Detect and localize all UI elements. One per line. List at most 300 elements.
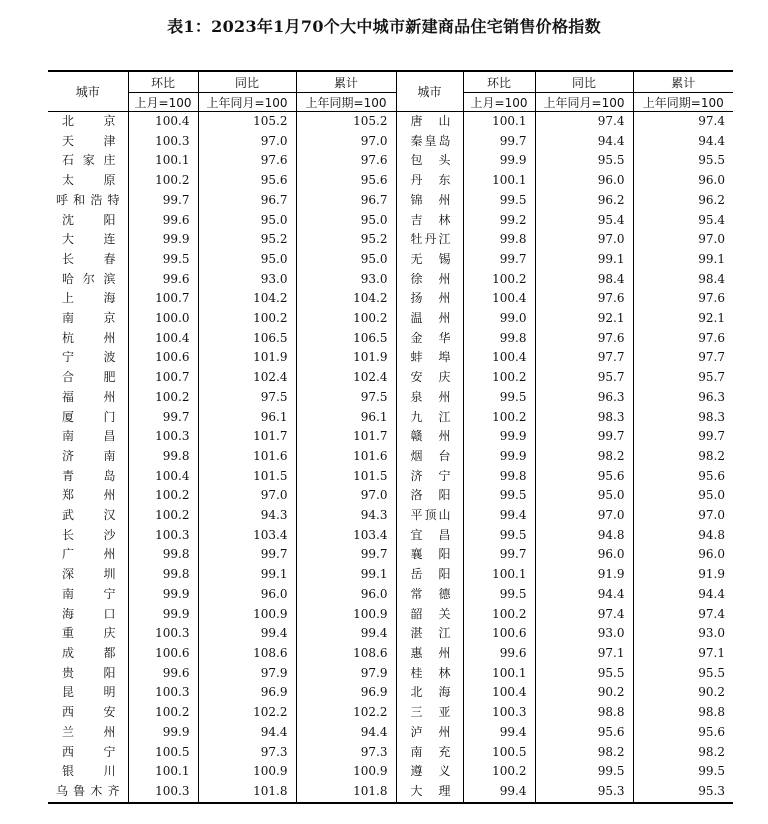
right-yoy-cell: 94.8 <box>535 526 633 546</box>
left-yoy-cell: 103.4 <box>198 526 296 546</box>
right-cum-cell: 93.0 <box>633 624 733 644</box>
left-city-cell: 长沙 <box>62 527 116 542</box>
right-mom-cell: 100.2 <box>463 368 535 388</box>
right-city-cell: 唐山 <box>396 112 463 132</box>
right-yoy-cell: 95.4 <box>535 211 633 231</box>
right-city-cell: 泸州 <box>396 723 463 743</box>
left-yoy-cell: 99.4 <box>198 624 296 644</box>
left-mom-cell: 100.6 <box>128 348 198 368</box>
right-yoy-cell: 98.2 <box>535 447 633 467</box>
right-mom-cell: 99.5 <box>463 585 535 605</box>
right-yoy-cell: 94.4 <box>535 132 633 152</box>
table-row <box>48 565 733 585</box>
right-cum-cell: 98.2 <box>633 447 733 467</box>
left-cum-cell: 95.0 <box>296 211 396 231</box>
right-mom-cell: 99.5 <box>463 486 535 506</box>
right-city-cell: 烟台 <box>396 447 463 467</box>
right-cum-cell: 94.4 <box>633 585 733 605</box>
left-yoy-cell: 95.0 <box>198 250 296 270</box>
table-row <box>48 171 733 191</box>
table-row <box>48 250 733 270</box>
left-cum-cell: 102.2 <box>296 703 396 723</box>
right-cum-cell: 97.0 <box>633 230 733 250</box>
right-yoy-cell: 90.2 <box>535 683 633 703</box>
right-cum-cell: 98.8 <box>633 703 733 723</box>
left-mom-cell: 100.2 <box>128 171 198 191</box>
left-city-cell: 成都 <box>62 645 116 660</box>
left-cum-cell: 96.1 <box>296 408 396 428</box>
left-mom-cell: 100.7 <box>128 368 198 388</box>
right-mom-cell: 100.2 <box>463 605 535 625</box>
left-cum-cell: 99.7 <box>296 545 396 565</box>
left-yoy-cell: 108.6 <box>198 644 296 664</box>
left-yoy-cell: 96.9 <box>198 683 296 703</box>
table-row <box>48 348 733 368</box>
left-cum-cell: 93.0 <box>296 270 396 290</box>
left-mom-cell: 100.4 <box>128 329 198 349</box>
right-cum-cell: 97.4 <box>633 112 733 132</box>
table-row <box>48 112 733 132</box>
right-yoy-cell: 98.3 <box>535 408 633 428</box>
left-yoy-cell: 97.0 <box>198 132 296 152</box>
right-city-cell: 岳阳 <box>396 565 463 585</box>
right-mom-cell: 100.5 <box>463 743 535 763</box>
right-cum-cell: 95.5 <box>633 151 733 171</box>
right-cum-cell: 95.6 <box>633 723 733 743</box>
left-cum-cell: 102.4 <box>296 368 396 388</box>
right-cum-cell: 98.3 <box>633 408 733 428</box>
left-yoy-cell: 102.2 <box>198 703 296 723</box>
right-mom-cell: 99.9 <box>463 151 535 171</box>
left-yoy-cell: 101.7 <box>198 427 296 447</box>
left-city-cell: 武汉 <box>62 508 116 523</box>
left-cum-cell: 97.5 <box>296 388 396 408</box>
table-row <box>48 585 733 605</box>
left-city-cell: 兰州 <box>62 724 116 739</box>
right-mom-cell: 99.5 <box>463 191 535 211</box>
left-city-cell: 郑州 <box>62 488 116 503</box>
left-mom-cell: 100.3 <box>128 624 198 644</box>
left-yoy-cell: 104.2 <box>198 289 296 309</box>
right-yoy-cell: 95.6 <box>535 467 633 487</box>
left-mom-cell: 100.7 <box>128 289 198 309</box>
left-city-cell: 重庆 <box>62 626 116 641</box>
left-yoy-cell: 102.4 <box>198 368 296 388</box>
table-row <box>48 329 733 349</box>
left-city-cell: 乌鲁木齐 <box>48 782 128 803</box>
right-mom-cell: 99.2 <box>463 211 535 231</box>
table-row <box>48 270 733 290</box>
right-mom-cell: 99.4 <box>463 506 535 526</box>
left-yoy-cell: 99.1 <box>198 565 296 585</box>
left-yoy-cell: 95.6 <box>198 171 296 191</box>
right-cum-cell: 98.4 <box>633 270 733 290</box>
left-yoy-cell: 101.8 <box>198 782 296 803</box>
left-yoy-cell: 94.3 <box>198 506 296 526</box>
table-row <box>48 683 733 703</box>
table-row <box>48 368 733 388</box>
left-yoy-cell: 96.1 <box>198 408 296 428</box>
price-index-table <box>48 70 733 804</box>
left-mom-cell: 99.7 <box>128 191 198 211</box>
right-mom-cell: 100.6 <box>463 624 535 644</box>
left-city-cell: 福州 <box>62 389 116 404</box>
left-city-cell: 南宁 <box>62 586 116 601</box>
right-mom-cell: 100.1 <box>463 112 535 132</box>
left-cum-cell: 95.0 <box>296 250 396 270</box>
left-cum-cell: 99.4 <box>296 624 396 644</box>
right-mom-cell: 100.4 <box>463 289 535 309</box>
left-yoy-cell: 97.9 <box>198 664 296 684</box>
left-city-cell: 哈尔滨 <box>62 271 116 286</box>
table-row <box>48 486 733 506</box>
left-yoy-cell: 95.0 <box>198 211 296 231</box>
left-city-cell: 厦门 <box>62 409 116 424</box>
right-cum-cell: 98.2 <box>633 743 733 763</box>
right-city-cell: 丹东 <box>396 171 463 191</box>
right-cum-cell: 97.0 <box>633 506 733 526</box>
left-city-cell: 昆明 <box>62 685 116 700</box>
right-city-cell: 三亚 <box>396 703 463 723</box>
right-city-cell: 宜昌 <box>396 526 463 546</box>
header-mom-base-right: 上月=100 <box>463 93 535 112</box>
header-yoy-base-left: 上年同月=100 <box>198 93 296 112</box>
right-yoy-cell: 95.6 <box>535 723 633 743</box>
left-city-cell: 深圳 <box>62 567 116 582</box>
right-mom-cell: 99.5 <box>463 388 535 408</box>
header-yoy-right: 同比 <box>535 71 633 93</box>
right-city-cell: 扬州 <box>396 289 463 309</box>
right-cum-cell: 96.2 <box>633 191 733 211</box>
left-yoy-cell: 101.9 <box>198 348 296 368</box>
table-row <box>48 506 733 526</box>
left-mom-cell: 100.5 <box>128 743 198 763</box>
right-mom-cell: 99.6 <box>463 644 535 664</box>
left-mom-cell: 100.2 <box>128 486 198 506</box>
right-yoy-cell: 93.0 <box>535 624 633 644</box>
left-cum-cell: 97.6 <box>296 151 396 171</box>
left-mom-cell: 99.9 <box>128 585 198 605</box>
left-mom-cell: 99.8 <box>128 545 198 565</box>
table-row <box>48 151 733 171</box>
right-cum-cell: 95.7 <box>633 368 733 388</box>
left-mom-cell: 100.4 <box>128 467 198 487</box>
right-yoy-cell: 99.1 <box>535 250 633 270</box>
right-city-cell: 大理 <box>396 782 463 803</box>
right-cum-cell: 97.6 <box>633 289 733 309</box>
right-mom-cell: 99.9 <box>463 447 535 467</box>
left-mom-cell: 99.6 <box>128 664 198 684</box>
header-cum-left: 累计 <box>296 71 396 93</box>
left-yoy-cell: 96.0 <box>198 585 296 605</box>
header-yoy-base-right: 上年同月=100 <box>535 93 633 112</box>
right-cum-cell: 92.1 <box>633 309 733 329</box>
left-cum-cell: 94.3 <box>296 506 396 526</box>
left-mom-cell: 99.8 <box>128 565 198 585</box>
table-row <box>48 526 733 546</box>
header-city-left: 城市 <box>48 71 128 112</box>
right-cum-cell: 95.3 <box>633 782 733 803</box>
right-cum-cell: 97.6 <box>633 329 733 349</box>
left-cum-cell: 97.0 <box>296 132 396 152</box>
left-cum-cell: 101.7 <box>296 427 396 447</box>
right-mom-cell: 100.1 <box>463 565 535 585</box>
left-cum-cell: 97.0 <box>296 486 396 506</box>
right-cum-cell: 94.4 <box>633 132 733 152</box>
left-yoy-cell: 99.7 <box>198 545 296 565</box>
right-yoy-cell: 95.5 <box>535 664 633 684</box>
right-yoy-cell: 91.9 <box>535 565 633 585</box>
right-mom-cell: 99.9 <box>463 427 535 447</box>
right-mom-cell: 99.8 <box>463 467 535 487</box>
table-row <box>48 467 733 487</box>
right-yoy-cell: 97.0 <box>535 506 633 526</box>
left-city-cell: 海口 <box>62 606 116 621</box>
right-yoy-cell: 97.4 <box>535 605 633 625</box>
right-city-cell: 包头 <box>396 151 463 171</box>
left-city-cell: 长春 <box>62 251 116 266</box>
left-mom-cell: 100.2 <box>128 506 198 526</box>
right-cum-cell: 96.0 <box>633 171 733 191</box>
table-row <box>48 545 733 565</box>
table-row <box>48 132 733 152</box>
right-city-cell: 济宁 <box>396 467 463 487</box>
left-cum-cell: 96.9 <box>296 683 396 703</box>
right-mom-cell: 100.2 <box>463 408 535 428</box>
right-city-cell: 吉林 <box>396 211 463 231</box>
left-cum-cell: 96.7 <box>296 191 396 211</box>
table-row <box>48 723 733 743</box>
header-cum-right: 累计 <box>633 71 733 93</box>
right-yoy-cell: 97.6 <box>535 289 633 309</box>
right-mom-cell: 99.7 <box>463 250 535 270</box>
right-city-cell: 安庆 <box>396 368 463 388</box>
table-row <box>48 624 733 644</box>
right-city-cell: 温州 <box>396 309 463 329</box>
table-row <box>48 309 733 329</box>
left-mom-cell: 99.6 <box>128 211 198 231</box>
right-yoy-cell: 92.1 <box>535 309 633 329</box>
right-yoy-cell: 95.0 <box>535 486 633 506</box>
right-yoy-cell: 96.0 <box>535 171 633 191</box>
left-city-cell: 宁波 <box>62 350 116 365</box>
left-cum-cell: 100.9 <box>296 605 396 625</box>
left-yoy-cell: 100.9 <box>198 762 296 782</box>
left-cum-cell: 104.2 <box>296 289 396 309</box>
left-city-cell: 西安 <box>62 705 116 720</box>
right-city-cell: 桂林 <box>396 664 463 684</box>
table-row <box>48 605 733 625</box>
right-mom-cell: 99.8 <box>463 230 535 250</box>
left-city-cell: 广州 <box>62 547 116 562</box>
right-yoy-cell: 97.0 <box>535 230 633 250</box>
left-yoy-cell: 101.6 <box>198 447 296 467</box>
left-yoy-cell: 100.9 <box>198 605 296 625</box>
left-yoy-cell: 101.5 <box>198 467 296 487</box>
right-city-cell: 襄阳 <box>396 545 463 565</box>
left-city-cell: 天津 <box>62 133 116 148</box>
right-mom-cell: 100.2 <box>463 270 535 290</box>
right-city-cell: 九江 <box>396 408 463 428</box>
right-yoy-cell: 99.5 <box>535 762 633 782</box>
left-city-cell: 杭州 <box>62 330 116 345</box>
right-mom-cell: 99.7 <box>463 545 535 565</box>
right-city-cell: 赣州 <box>396 427 463 447</box>
left-city-cell: 石家庄 <box>62 153 116 168</box>
right-city-cell: 惠州 <box>396 644 463 664</box>
left-mom-cell: 99.8 <box>128 447 198 467</box>
table-row <box>48 703 733 723</box>
left-city-cell: 南京 <box>62 311 116 326</box>
right-city-cell: 南充 <box>396 743 463 763</box>
right-city-cell: 平顶山 <box>396 506 463 526</box>
right-mom-cell: 99.8 <box>463 329 535 349</box>
left-mom-cell: 100.4 <box>128 112 198 132</box>
right-yoy-cell: 96.2 <box>535 191 633 211</box>
right-cum-cell: 96.3 <box>633 388 733 408</box>
table-row <box>48 408 733 428</box>
header-mom-right: 环比 <box>463 71 535 93</box>
left-mom-cell: 99.9 <box>128 723 198 743</box>
header-mom-left: 环比 <box>128 71 198 93</box>
table-row <box>48 191 733 211</box>
table-row <box>48 211 733 231</box>
left-city-cell: 银川 <box>62 764 116 779</box>
left-cum-cell: 95.6 <box>296 171 396 191</box>
left-cum-cell: 103.4 <box>296 526 396 546</box>
right-cum-cell: 96.0 <box>633 545 733 565</box>
left-yoy-cell: 100.2 <box>198 309 296 329</box>
right-yoy-cell: 98.4 <box>535 270 633 290</box>
left-mom-cell: 100.3 <box>128 526 198 546</box>
left-yoy-cell: 97.3 <box>198 743 296 763</box>
left-cum-cell: 101.9 <box>296 348 396 368</box>
left-city-cell: 贵阳 <box>62 665 116 680</box>
right-yoy-cell: 97.4 <box>535 112 633 132</box>
table-row <box>48 388 733 408</box>
right-mom-cell: 100.4 <box>463 348 535 368</box>
left-city-cell: 南昌 <box>62 429 116 444</box>
left-mom-cell: 100.1 <box>128 762 198 782</box>
right-mom-cell: 100.1 <box>463 664 535 684</box>
right-cum-cell: 99.1 <box>633 250 733 270</box>
left-yoy-cell: 96.7 <box>198 191 296 211</box>
left-city-cell: 西宁 <box>62 744 116 759</box>
left-yoy-cell: 97.6 <box>198 151 296 171</box>
left-city-cell: 太原 <box>62 173 116 188</box>
right-city-cell: 泉州 <box>396 388 463 408</box>
table-row <box>48 427 733 447</box>
right-yoy-cell: 99.7 <box>535 427 633 447</box>
left-mom-cell: 100.3 <box>128 132 198 152</box>
table-row <box>48 644 733 664</box>
header-city-right: 城市 <box>396 71 463 112</box>
right-city-cell: 锦州 <box>396 191 463 211</box>
right-mom-cell: 99.0 <box>463 309 535 329</box>
left-cum-cell: 108.6 <box>296 644 396 664</box>
left-cum-cell: 100.2 <box>296 309 396 329</box>
right-yoy-cell: 97.7 <box>535 348 633 368</box>
right-cum-cell: 91.9 <box>633 565 733 585</box>
right-cum-cell: 95.0 <box>633 486 733 506</box>
left-city-cell: 沈阳 <box>62 212 116 227</box>
left-cum-cell: 97.3 <box>296 743 396 763</box>
header-mom-base-left: 上月=100 <box>128 93 198 112</box>
right-mom-cell: 100.1 <box>463 171 535 191</box>
left-mom-cell: 99.6 <box>128 270 198 290</box>
left-cum-cell: 105.2 <box>296 112 396 132</box>
right-city-cell: 无锡 <box>396 250 463 270</box>
left-cum-cell: 94.4 <box>296 723 396 743</box>
left-mom-cell: 100.6 <box>128 644 198 664</box>
left-cum-cell: 101.8 <box>296 782 396 803</box>
left-mom-cell: 99.9 <box>128 230 198 250</box>
left-mom-cell: 100.3 <box>128 683 198 703</box>
left-city-cell: 济南 <box>62 448 116 463</box>
left-city-cell: 上海 <box>62 291 116 306</box>
right-city-cell: 韶关 <box>396 605 463 625</box>
left-city-cell: 大连 <box>62 232 116 247</box>
table-row <box>48 762 733 782</box>
right-cum-cell: 95.6 <box>633 467 733 487</box>
left-cum-cell: 101.6 <box>296 447 396 467</box>
right-cum-cell: 95.5 <box>633 664 733 684</box>
right-yoy-cell: 96.0 <box>535 545 633 565</box>
right-yoy-cell: 96.3 <box>535 388 633 408</box>
table-row <box>48 743 733 763</box>
header-cum-base-left: 上年同期=100 <box>296 93 396 112</box>
left-yoy-cell: 106.5 <box>198 329 296 349</box>
right-yoy-cell: 95.7 <box>535 368 633 388</box>
right-city-cell: 金华 <box>396 329 463 349</box>
right-cum-cell: 99.5 <box>633 762 733 782</box>
left-mom-cell: 100.2 <box>128 388 198 408</box>
left-yoy-cell: 95.2 <box>198 230 296 250</box>
header-cum-base-right: 上年同期=100 <box>633 93 733 112</box>
left-cum-cell: 101.5 <box>296 467 396 487</box>
left-cum-cell: 95.2 <box>296 230 396 250</box>
left-yoy-cell: 94.4 <box>198 723 296 743</box>
right-cum-cell: 97.7 <box>633 348 733 368</box>
left-yoy-cell: 105.2 <box>198 112 296 132</box>
right-mom-cell: 99.4 <box>463 782 535 803</box>
table-row <box>48 447 733 467</box>
table-row <box>48 782 733 803</box>
right-cum-cell: 95.4 <box>633 211 733 231</box>
right-yoy-cell: 98.2 <box>535 743 633 763</box>
left-yoy-cell: 97.5 <box>198 388 296 408</box>
right-city-cell: 徐州 <box>396 270 463 290</box>
right-yoy-cell: 95.3 <box>535 782 633 803</box>
left-cum-cell: 106.5 <box>296 329 396 349</box>
right-city-cell: 洛阳 <box>396 486 463 506</box>
left-cum-cell: 100.9 <box>296 762 396 782</box>
right-mom-cell: 100.4 <box>463 683 535 703</box>
table-row <box>48 230 733 250</box>
right-cum-cell: 97.4 <box>633 605 733 625</box>
left-yoy-cell: 93.0 <box>198 270 296 290</box>
left-mom-cell: 100.2 <box>128 703 198 723</box>
right-city-cell: 湛江 <box>396 624 463 644</box>
right-yoy-cell: 98.8 <box>535 703 633 723</box>
right-mom-cell: 100.3 <box>463 703 535 723</box>
left-mom-cell: 100.3 <box>128 782 198 803</box>
right-cum-cell: 94.8 <box>633 526 733 546</box>
right-mom-cell: 100.2 <box>463 762 535 782</box>
right-cum-cell: 90.2 <box>633 683 733 703</box>
right-city-cell: 秦皇岛 <box>396 132 463 152</box>
right-mom-cell: 99.7 <box>463 132 535 152</box>
